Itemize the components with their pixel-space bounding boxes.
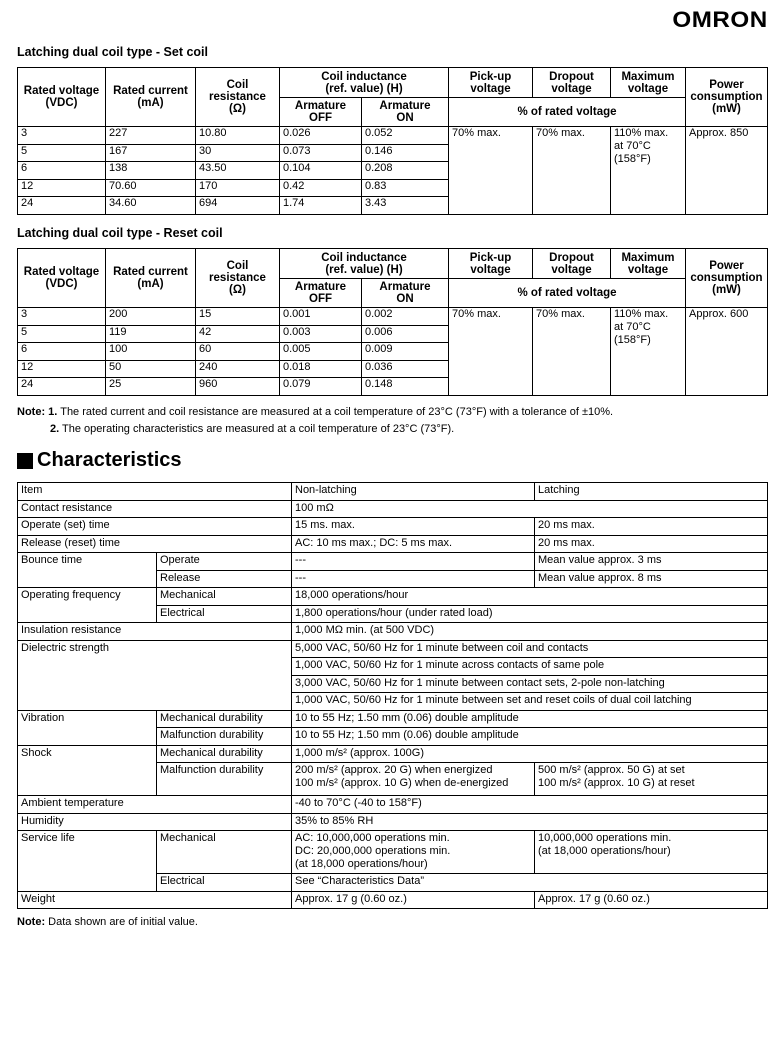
cell-rated-voltage: 6 xyxy=(18,343,106,361)
cell-armature-off: 0.42 xyxy=(280,179,362,197)
sub-item-label: Malfunction durability xyxy=(157,763,292,796)
cell-rated-current: 227 xyxy=(106,127,196,145)
header-power-consumption: Power consumption (mW) xyxy=(686,249,768,308)
table-row xyxy=(18,518,768,536)
value: 18,000 operations/hour xyxy=(292,588,768,606)
value-non-latching: --- xyxy=(292,570,535,588)
header-pickup-voltage: Pick-up voltage xyxy=(449,68,533,98)
table-row xyxy=(18,813,768,831)
cell-power-consumption: Approx. 600 xyxy=(686,308,768,396)
table-row xyxy=(18,640,768,658)
square-bullet-icon xyxy=(17,453,33,469)
cell-rated-voltage: 3 xyxy=(18,308,106,326)
cell-armature-on: 0.036 xyxy=(362,360,449,378)
value: 10 to 55 Hz; 1.50 mm (0.06) double amplitude xyxy=(292,710,768,728)
cell-dropout-voltage: 70% max. xyxy=(533,308,611,396)
item-label: Humidity xyxy=(18,813,292,831)
cell-armature-on: 0.002 xyxy=(362,308,449,326)
set-coil-title: Latching dual coil type - Set coil xyxy=(17,45,208,59)
cell-coil-resistance: 10.80 xyxy=(196,127,280,145)
item-label: Release (reset) time xyxy=(18,535,292,553)
reset-coil-title: Latching dual coil type - Reset coil xyxy=(17,226,223,240)
table-row xyxy=(18,308,768,326)
table-row xyxy=(18,891,768,909)
sub-item-label: Electrical xyxy=(157,874,292,892)
header-rated-voltage: Rated voltage (VDC) xyxy=(18,249,106,308)
header-rated-current: Rated current (mA) xyxy=(106,249,196,308)
reset-coil-table xyxy=(17,248,768,396)
value-non-latching: AC: 10 ms max.; DC: 5 ms max. xyxy=(292,535,535,553)
header-rated-voltage: Rated voltage (VDC) xyxy=(18,68,106,127)
note-number: 2. xyxy=(50,423,60,435)
cell-armature-off: 0.104 xyxy=(280,162,362,180)
header-coil-inductance: Coil inductance (ref. value) (H) xyxy=(280,68,449,98)
cell-rated-voltage: 5 xyxy=(18,144,106,162)
characteristics-heading xyxy=(17,449,182,472)
cell-rated-current: 119 xyxy=(106,325,196,343)
cell-rated-voltage: 12 xyxy=(18,179,106,197)
header-row xyxy=(18,68,768,98)
table-row xyxy=(18,710,768,728)
cell-armature-off: 0.005 xyxy=(280,343,362,361)
cell-armature-on: 0.83 xyxy=(362,179,449,197)
cell-coil-resistance: 30 xyxy=(196,144,280,162)
omron-logo: OMRON xyxy=(672,7,768,32)
cell-armature-off: 0.003 xyxy=(280,325,362,343)
cell-armature-on: 0.052 xyxy=(362,127,449,145)
header-latching: Latching xyxy=(535,483,768,501)
cell-coil-resistance: 60 xyxy=(196,343,280,361)
cell-maximum-voltage: 110% max. at 70°C (158°F) xyxy=(611,308,686,396)
item-label: Service life xyxy=(18,831,157,892)
cell-coil-resistance: 42 xyxy=(196,325,280,343)
note-text: The rated current and coil resistance are measured at a coil temperature of 23°C (73°F) with a tolerance of ±10%. xyxy=(60,406,614,418)
value-latching: 10,000,000 operations min. (at 18,000 operations/hour) xyxy=(535,831,768,874)
header-dropout-voltage: Dropout voltage xyxy=(533,68,611,98)
cell-rated-current: 167 xyxy=(106,144,196,162)
note-1 xyxy=(17,406,613,418)
header-maximum-voltage: Maximum voltage xyxy=(611,249,686,279)
sub-item-label: Mechanical xyxy=(157,831,292,874)
item-label: Ambient temperature xyxy=(18,796,292,814)
header-row xyxy=(18,249,768,279)
header-power-consumption: Power consumption (mW) xyxy=(686,68,768,127)
cell-rated-current: 200 xyxy=(106,308,196,326)
cell-armature-off: 0.073 xyxy=(280,144,362,162)
header-armature-off: Armature OFF xyxy=(280,279,362,308)
header-percent-rated: % of rated voltage xyxy=(449,279,686,308)
value: -40 to 70°C (-40 to 158°F) xyxy=(292,796,768,814)
cell-rated-voltage: 6 xyxy=(18,162,106,180)
cell-armature-off: 0.026 xyxy=(280,127,362,145)
cell-rated-voltage: 12 xyxy=(18,360,106,378)
note-2 xyxy=(50,423,454,435)
cell-armature-off: 0.018 xyxy=(280,360,362,378)
cell-coil-resistance: 240 xyxy=(196,360,280,378)
cell-coil-resistance: 43.50 xyxy=(196,162,280,180)
item-label: Operating frequency xyxy=(18,588,157,623)
note-label: Note: xyxy=(17,916,46,928)
characteristics-section xyxy=(17,482,767,929)
cell-maximum-voltage: 110% max. at 70°C (158°F) xyxy=(611,127,686,215)
cell-armature-on: 0.006 xyxy=(362,325,449,343)
cell-rated-current: 50 xyxy=(106,360,196,378)
value-non-latching: AC: 10,000,000 operations min. DC: 20,000,000 operations min. (at 18,000 operations/hour) xyxy=(292,831,535,874)
cell-coil-resistance: 694 xyxy=(196,197,280,215)
cell-armature-off: 1.74 xyxy=(280,197,362,215)
table-row xyxy=(18,535,768,553)
value: 1,000 m/s² (approx. 100G) xyxy=(292,745,768,763)
value-latching: 500 m/s² (approx. 50 G) at set 100 m/s² (approx. 10 G) at reset xyxy=(535,763,768,796)
value-latching: Mean value approx. 3 ms xyxy=(535,553,768,571)
value-non-latching: 200 m/s² (approx. 20 G) when energized 100 m/s² (approx. 10 G) when de-energized xyxy=(292,763,535,796)
item-label: Shock xyxy=(18,745,157,796)
value-non-latching: --- xyxy=(292,553,535,571)
footnote xyxy=(17,916,767,929)
value: 1,000 MΩ min. (at 500 VDC) xyxy=(292,623,768,641)
cell-armature-off: 0.079 xyxy=(280,378,362,396)
sub-item-label: Electrical xyxy=(157,605,292,623)
cell-rated-current: 25 xyxy=(106,378,196,396)
table-row xyxy=(18,831,768,874)
header-rated-current: Rated current (mA) xyxy=(106,68,196,127)
note-label: Note: xyxy=(17,406,46,418)
value: 35% to 85% RH xyxy=(292,813,768,831)
sub-item-label: Mechanical durability xyxy=(157,710,292,728)
value: 5,000 VAC, 50/60 Hz for 1 minute between coil and contacts xyxy=(292,640,768,658)
sub-item-label: Release xyxy=(157,570,292,588)
sub-item-label: Malfunction durability xyxy=(157,728,292,746)
cell-pickup-voltage: 70% max. xyxy=(449,308,533,396)
cell-rated-voltage: 3 xyxy=(18,127,106,145)
cell-armature-on: 0.146 xyxy=(362,144,449,162)
note-text: The operating characteristics are measured at a coil temperature of 23°C (73°F). xyxy=(62,423,455,435)
value: 1,800 operations/hour (under rated load) xyxy=(292,605,768,623)
sub-item-label: Operate xyxy=(157,553,292,571)
item-label: Dielectric strength xyxy=(18,640,292,710)
value: 10 to 55 Hz; 1.50 mm (0.06) double amplitude xyxy=(292,728,768,746)
table-row xyxy=(18,588,768,606)
cell-coil-resistance: 15 xyxy=(196,308,280,326)
item-label: Bounce time xyxy=(18,553,157,588)
item-label: Weight xyxy=(18,891,292,909)
header-percent-rated: % of rated voltage xyxy=(449,98,686,127)
note-text: Data shown are of initial value. xyxy=(48,916,198,928)
value-latching: 20 ms max. xyxy=(535,535,768,553)
sub-item-label: Mechanical xyxy=(157,588,292,606)
header-coil-resistance: Coil resistance (Ω) xyxy=(196,68,280,127)
table-row xyxy=(18,796,768,814)
value: 3,000 VAC, 50/60 Hz for 1 minute between contact sets, 2-pole non-latching xyxy=(292,675,768,693)
header-pickup-voltage: Pick-up voltage xyxy=(449,249,533,279)
cell-armature-on: 0.148 xyxy=(362,378,449,396)
header-armature-on: Armature ON xyxy=(362,98,449,127)
cell-power-consumption: Approx. 850 xyxy=(686,127,768,215)
cell-coil-resistance: 170 xyxy=(196,179,280,197)
cell-rated-voltage: 5 xyxy=(18,325,106,343)
table-row xyxy=(18,500,768,518)
item-label: Insulation resistance xyxy=(18,623,292,641)
table-row xyxy=(18,553,768,571)
cell-rated-voltage: 24 xyxy=(18,197,106,215)
set-coil-table xyxy=(17,67,768,215)
value: See “Characteristics Data” xyxy=(292,874,768,892)
cell-rated-voltage: 24 xyxy=(18,378,106,396)
header-coil-resistance: Coil resistance (Ω) xyxy=(196,249,280,308)
note-number: 1. xyxy=(48,406,58,418)
table-row xyxy=(18,745,768,763)
value-non-latching: Approx. 17 g (0.60 oz.) xyxy=(292,891,535,909)
item-label: Operate (set) time xyxy=(18,518,292,536)
table-header-row xyxy=(18,483,768,501)
sub-item-label: Mechanical durability xyxy=(157,745,292,763)
value: 100 mΩ xyxy=(292,500,768,518)
cell-rated-current: 138 xyxy=(106,162,196,180)
value-latching: Mean value approx. 8 ms xyxy=(535,570,768,588)
table-row xyxy=(18,127,768,145)
cell-armature-on: 0.009 xyxy=(362,343,449,361)
header-dropout-voltage: Dropout voltage xyxy=(533,249,611,279)
value-non-latching: 15 ms. max. xyxy=(292,518,535,536)
value: 1,000 VAC, 50/60 Hz for 1 minute between set and reset coils of dual coil latching xyxy=(292,693,768,711)
header-coil-inductance: Coil inductance (ref. value) (H) xyxy=(280,249,449,279)
cell-coil-resistance: 960 xyxy=(196,378,280,396)
header-item: Item xyxy=(18,483,292,501)
cell-armature-on: 0.208 xyxy=(362,162,449,180)
cell-rated-current: 100 xyxy=(106,343,196,361)
value: 1,000 VAC, 50/60 Hz for 1 minute across contacts of same pole xyxy=(292,658,768,676)
cell-armature-off: 0.001 xyxy=(280,308,362,326)
cell-pickup-voltage: 70% max. xyxy=(449,127,533,215)
header-maximum-voltage: Maximum voltage xyxy=(611,68,686,98)
header-armature-on: Armature ON xyxy=(362,279,449,308)
cell-rated-current: 70.60 xyxy=(106,179,196,197)
cell-rated-current: 34.60 xyxy=(106,197,196,215)
item-label: Vibration xyxy=(18,710,157,745)
header-armature-off: Armature OFF xyxy=(280,98,362,127)
cell-armature-on: 3.43 xyxy=(362,197,449,215)
heading-text: Characteristics xyxy=(37,449,182,471)
header-non-latching: Non-latching xyxy=(292,483,535,501)
table-row xyxy=(18,623,768,641)
value-latching: Approx. 17 g (0.60 oz.) xyxy=(535,891,768,909)
value-latching: 20 ms max. xyxy=(535,518,768,536)
characteristics-table xyxy=(17,482,768,909)
item-label: Contact resistance xyxy=(18,500,292,518)
cell-dropout-voltage: 70% max. xyxy=(533,127,611,215)
